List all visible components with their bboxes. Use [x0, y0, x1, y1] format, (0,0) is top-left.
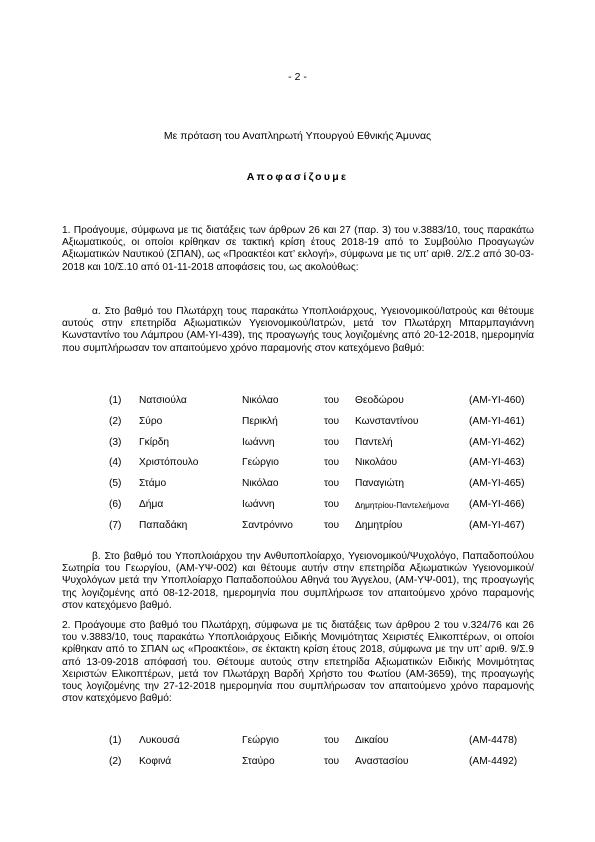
officer-surname: Γκίρδη — [139, 436, 170, 448]
officer-registry-code: (ΑΜ-ΥΙ-460) — [469, 395, 525, 406]
officer-row — [62, 520, 534, 533]
father-of-label: του — [324, 415, 340, 427]
father-of-label: του — [324, 499, 340, 510]
paragraph-a: α. Στο βαθμό του Πλωτάρχη τους παρακάτω Υποπλοιάρχους, Υγειονομικού/Ιατρούς και θέτουμε αυτούς στην επετηρίδα Αξιωματικών Υγειονομικού/Ιατρών, μετά τον Πλωτάρχη Μπαρμπαγιάννη Κωνσταντίνο του Λάμπρου (ΑΜ-ΥΙ-439), της προαγωγής τους λογιζομένης από 20-12-2018, ημερομηνία που συμπλήρωσαν τον απαιτούμενο χρόνο παραμονής στον κατεχόμενο βαθμό: — [62, 306, 534, 354]
officer-first-name: Νικόλαο — [242, 395, 279, 406]
officer-number: (4) — [109, 457, 122, 469]
officer-surname: Σύρο — [139, 415, 163, 427]
officer-first-name: Περικλή — [242, 415, 278, 427]
officer-row — [62, 395, 534, 408]
officer-father-name: Αναστασίου — [355, 756, 409, 767]
officer-surname: Στάμο — [139, 478, 167, 490]
officer-first-name: Ιωάννη — [242, 499, 275, 510]
officer-father-name: Παντελή — [355, 436, 393, 448]
father-of-label: του — [324, 519, 340, 531]
officer-surname: Παπαδάκη — [139, 519, 188, 531]
paragraph-2: 2. Προάγουμε στο βαθμό του Πλωτάρχη, σύμφωνα με τις διατάξεις των άρθρου 2 του ν.324/76 και 26 του ν.3883/10, τους παρακάτω Υποπλοιάρχους Ειδικής Μονιμότητας Χειριστές Ελικοπτέρων, οι οποίοι κρίθηκαν από το ΣΠΑΝ ως «Προακτέοι», σε έκτακτη κρίση έτους 2018, σύμφωνα με την υπ’ αριθ. 9/Σ.9 από 13-09-2018 απόφασή του. Θέτουμε αυτούς στην επετηρίδα Αξιωματικών Ειδικής Μονιμότητας Χειριστών Ελικοπτέρων, μετά τον Πλωτάρχη Βαρδή Χρήστο του Φωτίου (ΑΜ-3659), της προαγωγής τους λογιζομένης την 27-12-2018 ημερομηνία που συμπλήρωσαν τον απαιτούμενο χρόνο παραμονής στον κατεχόμενο βαθμό: — [62, 620, 534, 705]
officer-father-name: Δικαίου — [355, 735, 389, 746]
officer-number: (6) — [109, 499, 122, 510]
officer-number: (1) — [109, 395, 122, 406]
officer-first-name: Γεώργιο — [242, 457, 279, 469]
officer-first-name: Σαντρόνινο — [242, 519, 293, 531]
officer-row — [62, 478, 534, 491]
page-number: - 2 - — [288, 71, 307, 83]
officer-registry-code: (ΑΜ-4478) — [469, 735, 518, 746]
officer-registry-code: (ΑΜ-ΥΙ-463) — [469, 457, 525, 469]
officer-father-name: Θεοδώρου — [355, 395, 404, 406]
officer-surname: Λυκουσά — [139, 735, 180, 746]
officer-father-name: Δημητρίου — [355, 519, 403, 531]
officer-first-name: Γεώργιο — [242, 735, 279, 746]
father-of-label: του — [324, 756, 340, 767]
officer-row — [62, 416, 534, 429]
officer-father-name: Δημητρίου-Παντελεήμονα — [355, 500, 450, 510]
officer-number: (7) — [109, 519, 122, 531]
father-of-label: του — [324, 457, 340, 469]
officer-father-name: Παναγιώτη — [355, 478, 405, 490]
officer-first-name: Σταύρο — [242, 756, 275, 767]
paragraph-b: β. Στο βαθμό του Υποπλοιάρχου την Ανθυποπλοίαρχο, Υγειονομικού/Ψυχολόγο, Παπαδοπούλου Σωτηρία του Γεωργίου, (ΑΜ-ΥΨ-002) και θέτουμε αυτήν στην επετηρίδα Αξιωματικών Υγειονομικού/Ψυχολόγων μετά την Υποπλοίαρχο Παπαδοπούλου Αθηνά του Άγγελου, (ΑΜ-ΥΨ-001), της προαγωγής της λογιζομένης από 08-12-2018, ημερομηνία που συμπλήρωσε τον απαιτούμενο χρόνο παραμονής στον κατεχόμενο βαθμό. — [62, 551, 534, 611]
father-of-label: του — [324, 478, 340, 490]
father-of-label: του — [324, 735, 340, 746]
officer-row — [62, 437, 534, 450]
officer-number: (3) — [109, 436, 122, 448]
officer-registry-code: (ΑΜ-ΥΙ-466) — [469, 499, 525, 510]
proposal-line: Με πρόταση του Αναπληρωτή Υπουργού Εθνικής Άμυνας — [163, 130, 432, 142]
officer-father-name: Νικολάου — [355, 457, 398, 469]
officer-surname: Κοφινά — [139, 756, 172, 767]
officer-registry-code: (ΑΜ-ΥΙ-462) — [469, 436, 525, 448]
decision-heading: Αποφασίζουμε — [246, 171, 349, 183]
officer-registry-code: (ΑΜ-ΥΙ-461) — [469, 415, 525, 427]
officer-father-name: Κωνσταντίνου — [355, 415, 419, 427]
officer-row — [62, 499, 534, 512]
paragraph-1: 1. Προάγουμε, σύμφωνα με τις διατάξεις των άρθρων 26 και 27 (παρ. 3) του ν.3883/10, τους παρακάτω Αξιωματικούς, οι οποίοι κρίθηκαν σε τακτική κρίση έτους 2018-19 από το Συμβούλιο Προαγωγών Αξιωματικών Ναυτικού (ΣΠΑΝ), ως «Προακτέοι κατ’ εκλογή», σύμφωνα με τις υπ’ αριθ. 2/Σ.2 από 30-03-2018 και 10/Σ.10 από 01-11-2018 αποφάσεις του, ως ακολούθως: — [62, 225, 534, 273]
officer-row — [62, 735, 534, 748]
officer-number: (5) — [109, 478, 122, 490]
officer-number: (1) — [109, 735, 122, 746]
officer-row — [62, 756, 534, 769]
officer-number: (2) — [109, 756, 122, 767]
officer-row — [62, 457, 534, 470]
officer-surname: Νατσιούλα — [139, 395, 187, 406]
father-of-label: του — [324, 436, 340, 448]
officer-surname: Χριστόπουλο — [139, 457, 199, 469]
father-of-label: του — [324, 395, 340, 406]
officer-registry-code: (ΑΜ-4492) — [469, 756, 518, 767]
officer-surname: Δήμα — [139, 499, 164, 510]
officer-registry-code: (ΑΜ-ΥΙ-465) — [469, 478, 525, 490]
officer-registry-code: (ΑΜ-ΥΙ-467) — [469, 519, 525, 531]
officer-first-name: Νικόλαο — [242, 478, 279, 490]
officer-first-name: Ιωάννη — [242, 436, 275, 448]
officer-number: (2) — [109, 415, 122, 427]
